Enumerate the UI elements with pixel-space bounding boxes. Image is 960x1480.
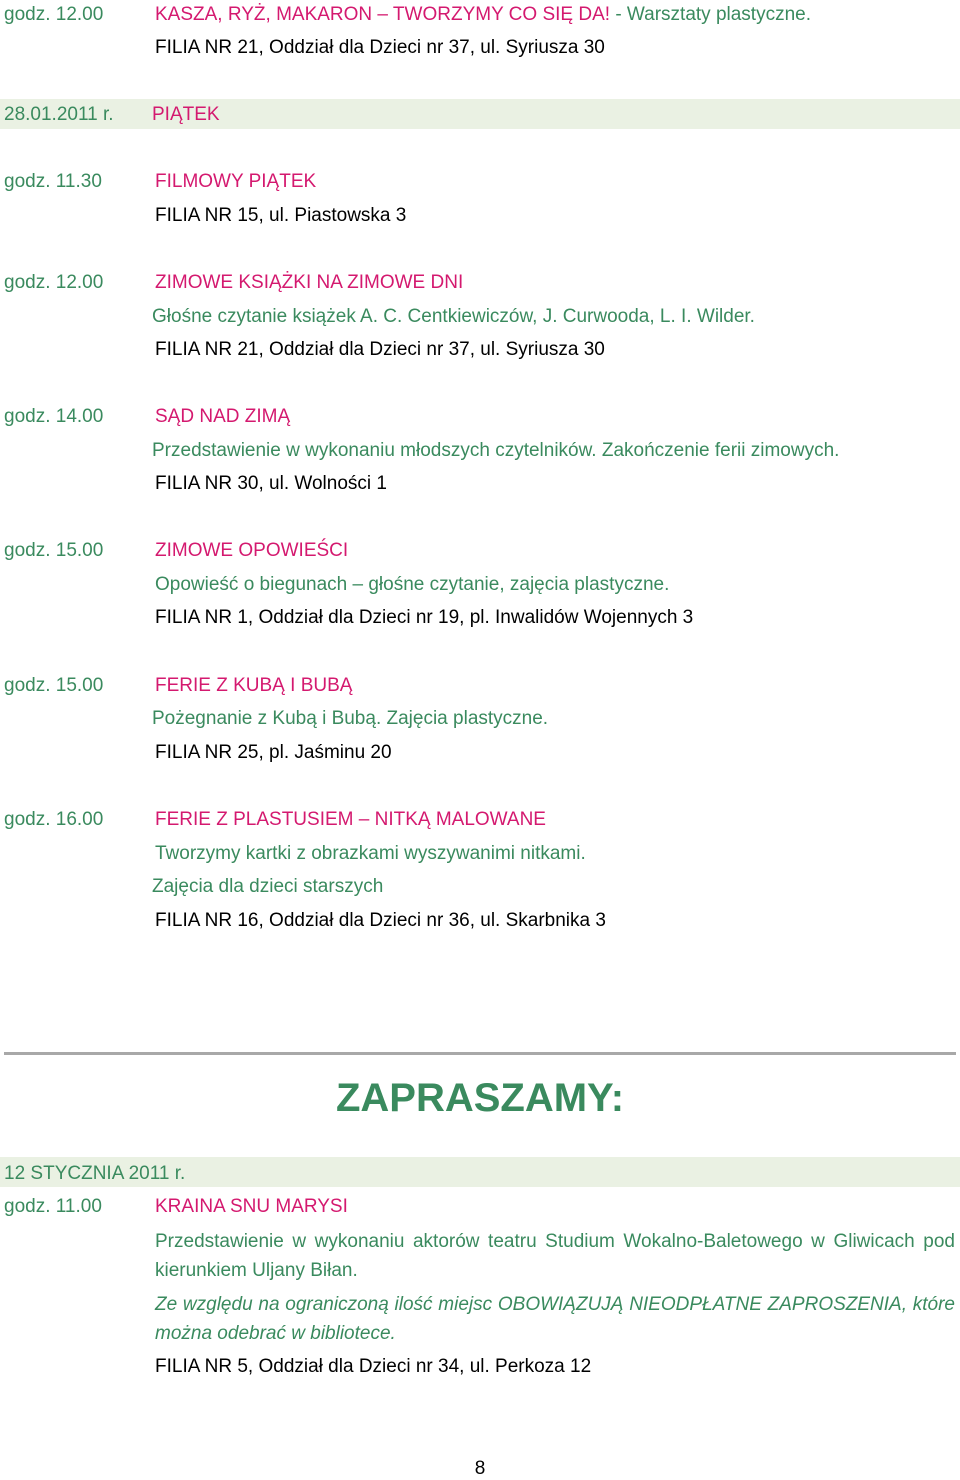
- section-heading: ZAPRASZAMY:: [335, 1076, 625, 1120]
- event-location: FILIA NR 16, Oddział dla Dzieci nr 36, ul. Skarbnika 3: [155, 910, 606, 931]
- event-description: Przedstawienie w wykonaniu aktorów teatru Studium Wokalno-Baletowego w Gliwicach pod kierunkiem Uljany Biłan.: [155, 1231, 955, 1281]
- event-title: KASZA, RYŻ, MAKARON – TWORZYMY CO SIĘ DA!: [155, 4, 611, 25]
- event-time: godz. 15.00: [4, 540, 104, 561]
- event-note: Zajęcia dla dzieci starszych: [152, 876, 384, 897]
- event-time: godz. 11.30: [4, 171, 102, 192]
- event-title: ZIMOWE OPOWIEŚCI: [155, 540, 349, 561]
- event-location: FILIA NR 21, Oddział dla Dzieci nr 37, ul. Syriusza 30: [155, 37, 605, 58]
- section-divider: [4, 1052, 956, 1055]
- event-description: Głośne czytanie książek A. C. Centkiewiczów, J. Curwooda, L. I. Wilder.: [152, 306, 755, 327]
- event-description: Opowieść o biegunach – głośne czytanie, zajęcia plastyczne.: [155, 574, 670, 595]
- event-description: Tworzymy kartki z obrazkami wyszywanimi nitkami.: [155, 843, 586, 864]
- event-description: Przedstawienie w wykonaniu młodszych czytelników. Zakończenie ferii zimowych.: [152, 440, 840, 461]
- event-time: godz. 11.00: [4, 1196, 102, 1217]
- day-band: [0, 99, 960, 129]
- event-time: godz. 12.00: [4, 272, 104, 293]
- event-location: FILIA NR 21, Oddział dla Dzieci nr 37, ul. Syriusza 30: [155, 339, 605, 360]
- event-note: Ze względu na ograniczoną ilość miejsc OBOWIĄZUJĄ NIEODPŁATNE ZAPROSZENIA, które można odebrać w bibliotece.: [155, 1294, 955, 1344]
- event-location: FILIA NR 1, Oddział dla Dzieci nr 19, pl. Inwalidów Wojennych 3: [155, 607, 694, 628]
- event-location: FILIA NR 25, pl. Jaśminu 20: [155, 742, 392, 763]
- event-location: FILIA NR 5, Oddział dla Dzieci nr 34, ul. Perkoza 12: [155, 1356, 592, 1377]
- event-title: FILMOWY PIĄTEK: [155, 171, 317, 192]
- event-title-bold: FERIE Z PLASTUSIEM –: [155, 809, 370, 830]
- event-title: ZIMOWE KSIĄŻKI NA ZIMOWE DNI: [155, 272, 464, 293]
- event-location: FILIA NR 15, ul. Piastowska 3: [155, 205, 407, 226]
- event-title: FERIE Z KUBĄ I BUBĄ: [155, 675, 353, 696]
- page-number: 8: [474, 1458, 486, 1479]
- event-time: godz. 14.00: [4, 406, 104, 427]
- event-title-line: [155, 3, 811, 27]
- event-title: SĄD NAD ZIMĄ: [155, 406, 291, 427]
- event-time: godz. 15.00: [4, 675, 104, 696]
- event-time: godz. 16.00: [4, 809, 104, 830]
- event-description: Pożegnanie z Kubą i Bubą. Zajęcia plastyczne.: [152, 708, 549, 729]
- day-name: PIĄTEK: [152, 104, 220, 125]
- event-title-line: [155, 808, 546, 832]
- day-date: 28.01.2011 r.: [4, 104, 114, 125]
- event-title-suffix: - Warsztaty plastyczne.: [615, 4, 811, 25]
- invite-date: 12 STYCZNIA 2011 r.: [4, 1163, 186, 1184]
- event-title-rest: NITKĄ MALOWANE: [369, 809, 546, 830]
- event-title: KRAINA SNU MARYSI: [155, 1196, 348, 1217]
- event-location: FILIA NR 30, ul. Wolności 1: [155, 473, 387, 494]
- event-time: godz. 12.00: [4, 4, 104, 25]
